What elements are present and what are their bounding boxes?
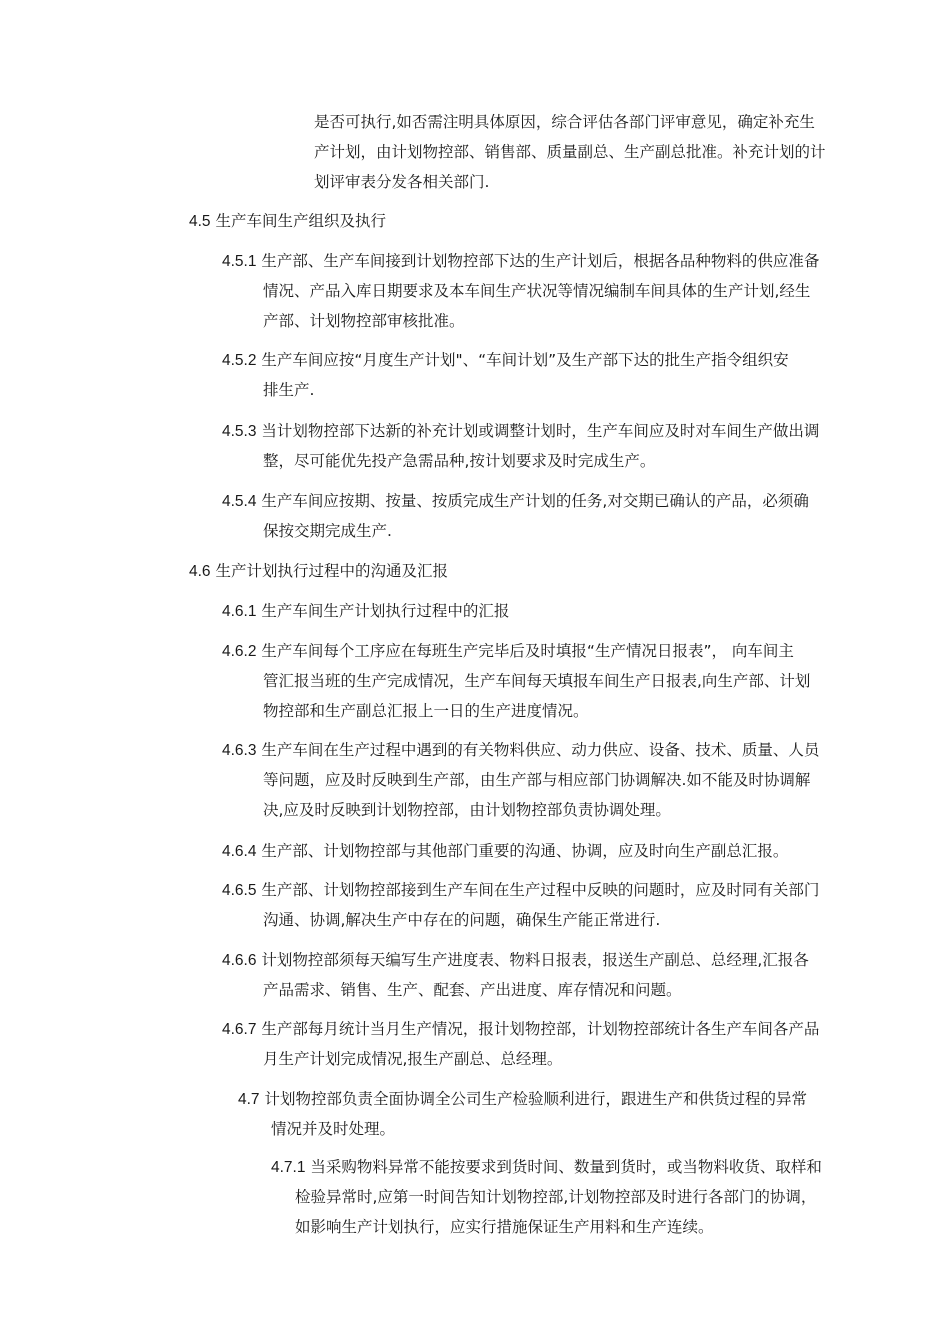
clause-text: 整，尽可能优先投产急需品种,按计划要求及时完成生产。 [263, 452, 656, 470]
clause-text: 生产部、计划物控部与其他部门重要的沟通、协调，应及时向生产副总汇报。 [261, 842, 789, 860]
clause-number: 4.6.5 [222, 882, 257, 899]
clause-text: 生产车间在生产过程中遇到的有关物料供应、动力供应、设备、技术、质量、人员 [261, 741, 820, 759]
section-number: 4.5 [189, 213, 211, 230]
clause-text: 生产部、计划物控部接到生产车间在生产过程中反映的问题时，应及时同有关部门 [261, 881, 820, 899]
clause-text: 决,应及时反映到计划物控部，由计划物控部负责协调处理。 [263, 801, 671, 819]
clause-number: 4.6.4 [222, 843, 257, 860]
clause-text: 生产部、生产车间接到计划物控部下达的生产计划后，根据各品种物料的供应准备 [261, 252, 820, 270]
paragraph-4-6-7 [222, 1014, 819, 1074]
clause-text: 情况、产品入库日期要求及本车间生产状况等情况编制车间具体的生产计划,经生 [263, 282, 811, 300]
clause-text: 生产车间每个工序应在每班生产完毕后及时填报“生产情况日报表”， 向车间主 [261, 642, 794, 660]
paragraph-4-7 [238, 1084, 807, 1144]
clause-text: 情况并及时处理。 [271, 1120, 396, 1138]
clause-number: 4.5.4 [222, 493, 257, 510]
paragraph-4-6-1 [222, 596, 509, 626]
paragraph-line: 是否可执行,如否需注明具体原因，综合评估各部门评审意见，确定补充生 [314, 113, 815, 131]
clause-number: 4.6.1 [222, 603, 257, 620]
clause-number: 4.5.3 [222, 423, 257, 440]
clause-text: 沟通、协调,解决生产中存在的问题，确保生产能正常进行. [263, 911, 661, 929]
section-number: 4.6 [189, 563, 211, 580]
clause-number: 4.6.3 [222, 742, 257, 759]
clause-number: 4.7 [238, 1091, 260, 1108]
paragraph-line: 划评审表分发各相关部门. [314, 173, 490, 191]
paragraph-intro [314, 107, 826, 197]
section-heading-4-6 [189, 556, 448, 586]
clause-text: 月生产计划完成情况,报生产副总、总经理。 [263, 1050, 563, 1068]
clause-number: 4.6.7 [222, 1021, 257, 1038]
paragraph-4-6-5 [222, 875, 819, 935]
clause-text: 当采购物料异常不能按要求到货时间、数量到货时，或当物料收货、取样和 [310, 1158, 822, 1176]
clause-number: 4.5.2 [222, 352, 257, 369]
paragraph-4-6-3 [222, 735, 819, 825]
paragraph-4-7-1 [271, 1152, 822, 1242]
paragraph-4-5-1 [222, 246, 819, 336]
clause-text: 生产车间应按“月度生产计划"、“车间计划”及生产部下达的批生产指令组织安 [261, 351, 789, 369]
clause-text: 产品需求、销售、生产、配套、产出进度、库存情况和问题。 [263, 981, 682, 999]
clause-number: 4.5.1 [222, 253, 257, 270]
section-title: 生产计划执行过程中的沟通及汇报 [215, 562, 449, 580]
clause-text: 产部、计划物控部审核批准。 [263, 312, 465, 330]
clause-text: 保按交期完成生产. [263, 522, 392, 540]
clause-text: 当计划物控部下达新的补充计划或调整计划时，生产车间应及时对车间生产做出调 [261, 422, 820, 440]
clause-text: 等问题，应及时反映到生产部，由生产部与相应部门协调解决.如不能及时协调解 [263, 771, 811, 789]
paragraph-4-6-6 [222, 945, 809, 1005]
paragraph-4-5-4 [222, 486, 809, 546]
clause-text: 生产车间生产计划执行过程中的汇报 [261, 602, 510, 620]
section-heading-4-5 [189, 206, 386, 236]
paragraph-4-5-2 [222, 345, 789, 405]
paragraph-4-6-2 [222, 636, 810, 726]
clause-text: 检验异常时,应第一时间告知计划物控部,计划物控部及时进行各部门的协调， [295, 1188, 817, 1206]
clause-text: 生产部每月统计当月生产情况，报计划物控部，计划物控部统计各生产车间各产品 [261, 1020, 820, 1038]
clause-text: 计划物控部负责全面协调全公司生产检验顺利进行，跟进生产和供货过程的异常 [264, 1090, 808, 1108]
paragraph-line: 产计划，由计划物控部、销售部、质量副总、生产副总批准。补充计划的计 [314, 143, 826, 161]
clause-number: 4.6.6 [222, 952, 257, 969]
clause-text: 计划物控部须每天编写生产进度表、物料日报表，报送生产副总、总经理,汇报各 [261, 951, 809, 969]
paragraph-4-5-3 [222, 416, 819, 476]
clause-number: 4.7.1 [271, 1159, 306, 1176]
clause-text: 管汇报当班的生产完成情况，生产车间每天填报车间生产日报表,向生产部、计划 [263, 672, 811, 690]
clause-text: 如影响生产计划执行，应实行措施保证生产用料和生产连续。 [295, 1218, 714, 1236]
clause-number: 4.6.2 [222, 643, 257, 660]
section-title: 生产车间生产组织及执行 [215, 212, 387, 230]
clause-text: 物控部和生产副总汇报上一日的生产进度情况。 [263, 702, 589, 720]
clause-text: 排生产. [263, 381, 315, 399]
paragraph-4-6-4 [222, 836, 788, 866]
clause-text: 生产车间应按期、按量、按质完成生产计划的任务,对交期已确认的产品，必须确 [261, 492, 809, 510]
